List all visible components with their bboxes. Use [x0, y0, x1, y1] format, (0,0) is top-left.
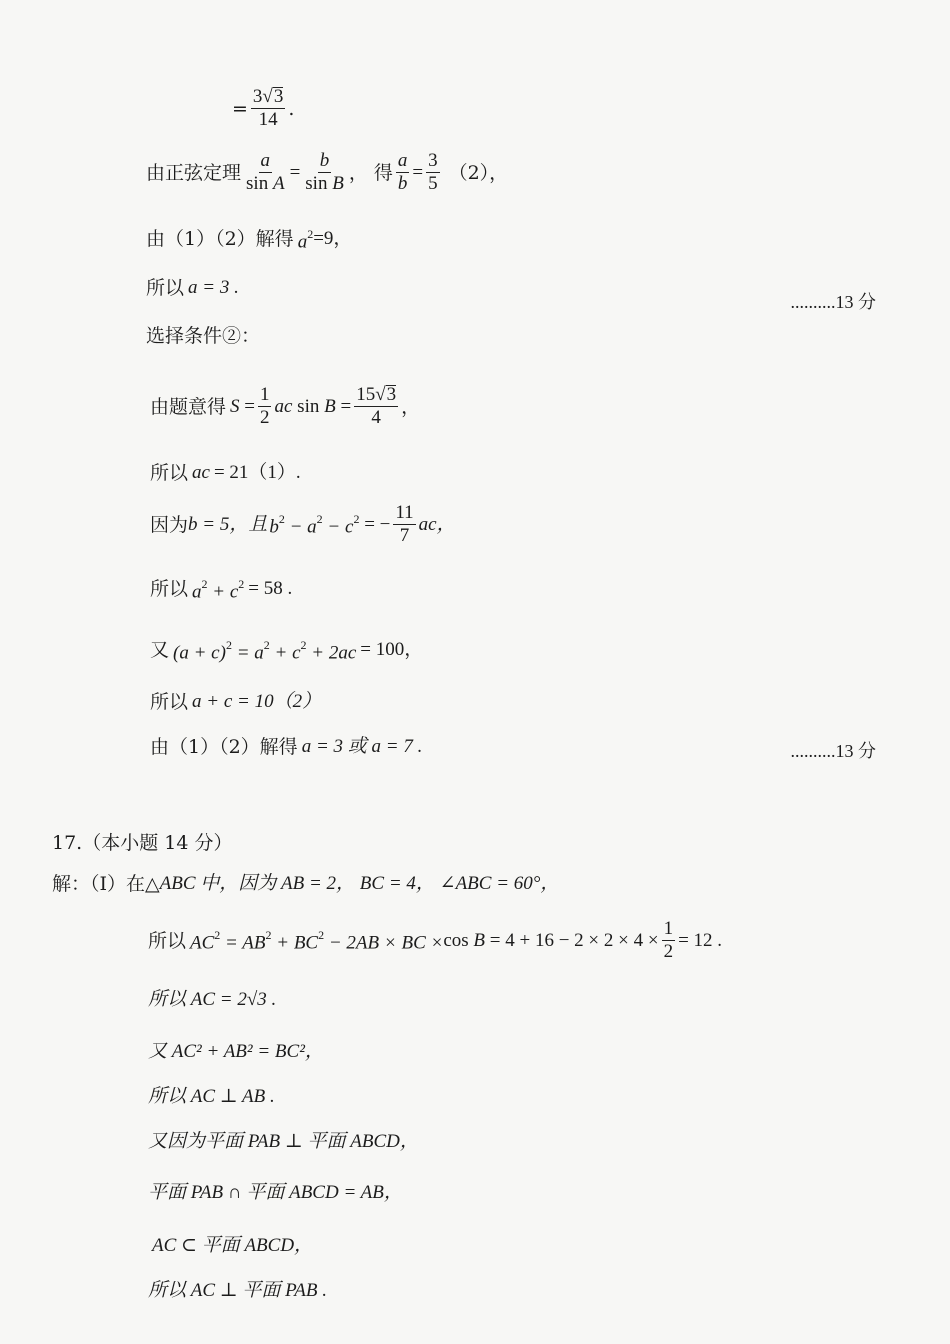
score-mark: ..........13 分 — [790, 741, 876, 761]
q17-line-8: AC ⊂ 平面 ABCD， — [152, 1235, 314, 1256]
fraction: $\frac{3√3}{14}$ — [252, 86, 284, 130]
line-ac-21: 所以 ac = 21（1）. — [150, 462, 301, 484]
line-a-equals-3: 所以 a = 3 . — [146, 277, 239, 299]
condition-2-heading: 选择条件②： — [146, 325, 261, 347]
q17-line-6: 又因为平面 PAB ⊥ 平面 ABCD， — [148, 1131, 419, 1152]
line-final-solution: 由（1）（2）解得 a = 3 或 a = 7 . — [150, 736, 423, 758]
q17-line-7: 平面 PAB ∩ 平面 ABCD = AB， — [148, 1182, 403, 1203]
q17-line-5: 所以 AC ⊥ AB . — [148, 1086, 275, 1107]
fraction: $\frac{3}{5}$ — [428, 150, 438, 194]
fraction: $\frac{1}{2}$ — [663, 918, 674, 962]
fraction: $\frac{1}{2}$ — [259, 384, 270, 428]
line-solve-a-squared: 由（1）（2）解得 $a^2$ =9， — [146, 227, 353, 253]
q17-line-2: 所以 $AC^2 = AB^2 + BC^2 - 2AB$ × BC × cos B = 4 + 16 − 2 × 2 × 4 × $\frac{1}{2}$ = 12 . — [148, 918, 723, 962]
q17-line-4: 又 AC² + AB² = BC²， — [148, 1041, 324, 1062]
line-a2-plus-c2: 所以 $a^2 + c^2$ = 58 . — [150, 577, 293, 603]
line-square-sum: 又 $(a + c)^2 = a^2 + c^2 + 2ac$ = 100， — [150, 638, 424, 664]
q17-line-3: 所以 AC = 2√3 . — [148, 989, 277, 1010]
fraction: $\frac{15√3}{4}$ — [356, 384, 397, 428]
q17-line-1: 解：（Ⅰ）在△ ABC 中，因为 AB = 2， BC = 4， ∠ABC = 60°， — [52, 873, 560, 895]
fraction: $\frac{b}{\text{sin B}}$ — [305, 150, 344, 194]
question-17-title: 17.（本小题 14 分） — [52, 832, 233, 854]
fraction: $\frac{11}{7}$ — [395, 502, 414, 546]
fraction: $\frac{a}{\text{sin A}}$ — [246, 150, 285, 194]
q17-line-9: 所以 AC ⊥ 平面 PAB . — [148, 1280, 328, 1301]
line-result-fraction: = $\frac{3√3}{14}$ . — [232, 86, 295, 130]
line-a-plus-c: 所以 a + c = 10（2） — [150, 691, 322, 713]
line-sine-law: 由正弦定理 $\frac{a}{\text{sin A}}$ = $\frac{b}{\text{sin B}}$ ， 得 $\frac{a}{b}$ = $\frac{3}{5}$ （2）， — [146, 150, 509, 194]
score-mark: ..........13 分 — [790, 292, 876, 312]
fraction: $\frac{a}{b}$ — [397, 150, 408, 194]
line-cosine-relation: 因为 b = 5，且 $b^2 - a^2 - c^2$ = − $\frac{11}{7}$ ac， — [150, 502, 456, 546]
line-area: 由题意得 S = $\frac{1}{2}$ ac sin B = $\frac{15√3}{4}$ ， — [150, 384, 421, 428]
